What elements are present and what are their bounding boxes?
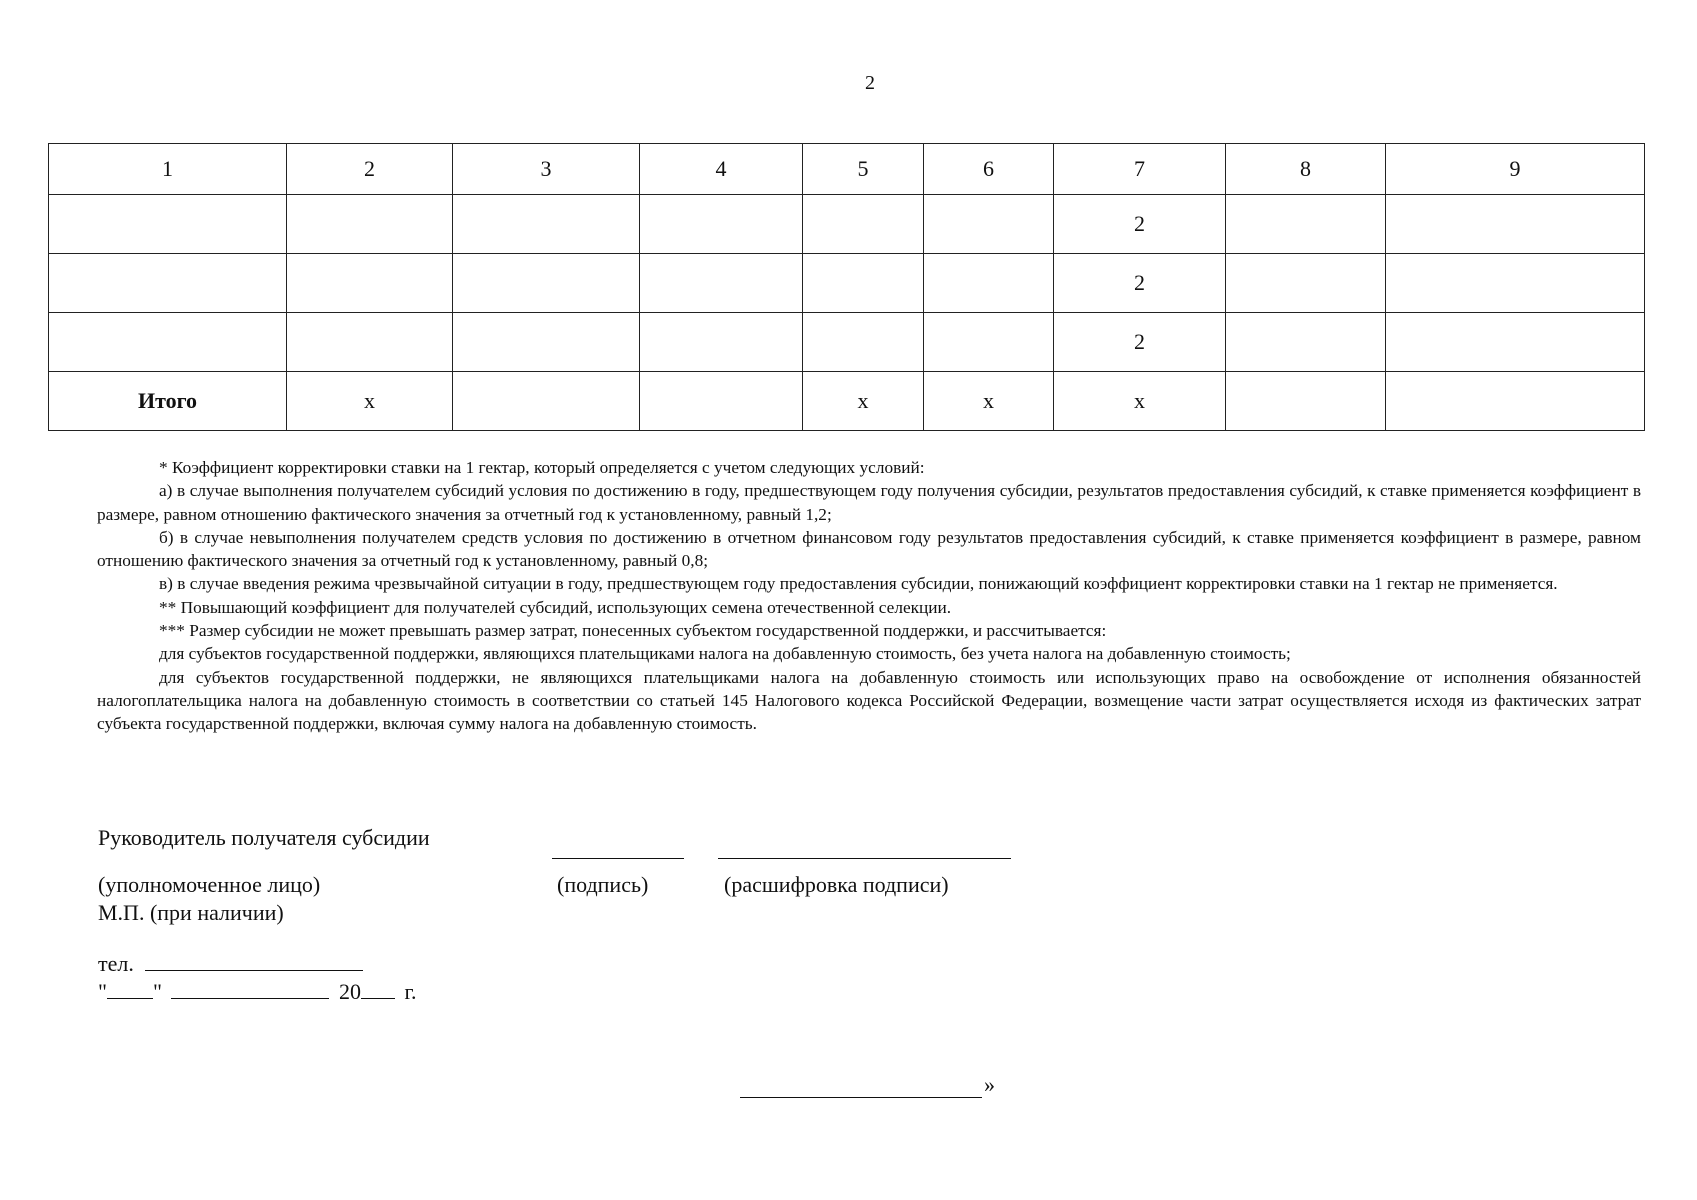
- page-number: 2: [865, 72, 875, 94]
- table-cell: [640, 372, 803, 431]
- table-cell: [453, 195, 640, 254]
- table-cell: х: [287, 372, 453, 431]
- table-cell: [640, 195, 803, 254]
- head-label: Руководитель получателя субсидии: [98, 825, 430, 850]
- table-cell: х: [1054, 372, 1226, 431]
- table-cell: [1386, 313, 1645, 372]
- table-total-row: [49, 372, 1645, 431]
- subsidy-table: [48, 143, 1645, 431]
- table-cell: [640, 313, 803, 372]
- table-cell: [1226, 254, 1386, 313]
- table-cell: 2: [1054, 254, 1226, 313]
- date-row: [98, 978, 417, 1005]
- table-cell: [1386, 372, 1645, 431]
- column-number: 8: [1226, 144, 1386, 195]
- table-cell: х: [924, 372, 1054, 431]
- table-cell: [924, 195, 1054, 254]
- year-line: [361, 978, 395, 999]
- table-cell: [1386, 254, 1645, 313]
- table-cell: [287, 254, 453, 313]
- column-number: 9: [1386, 144, 1645, 195]
- table-cell: [803, 195, 924, 254]
- signature-line: [552, 858, 684, 859]
- table-cell: [924, 313, 1054, 372]
- table-cell: [803, 254, 924, 313]
- signature-caption: (подпись): [557, 872, 649, 897]
- table-cell: [1386, 195, 1645, 254]
- closing-quote: »: [984, 1072, 995, 1097]
- column-number: 7: [1054, 144, 1226, 195]
- table-row: [49, 195, 1645, 254]
- table-cell: [453, 254, 640, 313]
- date-open-quote: ": [98, 979, 107, 1004]
- footnotes: [97, 456, 1641, 736]
- table-cell: [640, 254, 803, 313]
- day-line: [107, 978, 153, 999]
- table-cell: [453, 313, 640, 372]
- table-cell: [1226, 313, 1386, 372]
- footnote-coefficient: * Коэффициент корректировки ставки на 1 гектар, который определяется с учетом следующих условий:: [159, 458, 925, 477]
- table-row: [49, 254, 1645, 313]
- table-cell: 2: [1054, 195, 1226, 254]
- column-number: 6: [924, 144, 1054, 195]
- column-number: 5: [803, 144, 924, 195]
- column-number: 3: [453, 144, 640, 195]
- table-header-row: [49, 144, 1645, 195]
- table-row: [49, 313, 1645, 372]
- month-line: [171, 978, 329, 999]
- footnote-item-c: в) в случае введения режима чрезвычайной ситуации в году, предшествующем году предоставления субсидии, понижающий коэффициент корректировки ставки на 1 гектар не применяется.: [159, 574, 1558, 594]
- phone-line: [145, 950, 363, 971]
- column-number: 2: [287, 144, 453, 195]
- table-cell: [49, 254, 287, 313]
- table-cell: [924, 254, 1054, 313]
- year-prefix: 20: [338, 979, 361, 1004]
- year-suffix: г.: [404, 979, 417, 1004]
- phone-label: тел.: [98, 951, 134, 976]
- table-cell: [1226, 195, 1386, 254]
- total-label: Итого: [49, 372, 287, 431]
- footnote-increasing-coefficient: ** Повышающий коэффициент для получателей субсидий, использующих семена отечественной селекции.: [159, 597, 952, 617]
- closing-line: [740, 1097, 982, 1098]
- date-close-quote: ": [152, 979, 162, 1004]
- table-cell: [803, 313, 924, 372]
- table-cell: [287, 313, 453, 372]
- decryption-caption: (расшифровка подписи): [724, 872, 949, 897]
- table-cell: [1226, 372, 1386, 431]
- table-cell: 2: [1054, 313, 1226, 372]
- footnote-vat-payers: для субъектов государственной поддержки, являющихся плательщиками налога на добавленную стоимость, без учета налога на добавленную стоимость;: [159, 644, 1291, 664]
- column-number: 4: [640, 144, 803, 195]
- footnote-non-vat-payers: для субъектов государственной поддержки, не являющихся плательщиками налога на добавленную стоимость или использующих право на освобождение от исполнения обязанностей налогоплательщика налога на добавленную стоимость в соответствии со статьей 145 Налогового кодекса Российской Федерации, возмещение части затрат осуществляется исходя из фактических затрат субъекта государственной поддержки, включая сумму налога на добавленную стоимость.: [97, 667, 1641, 734]
- table-cell: [49, 313, 287, 372]
- phone-row: [98, 950, 363, 977]
- decryption-line: [718, 858, 1011, 859]
- footnote-item-a: а) в случае выполнения получателем субсидий условия по достижению в году, предшествующем году получения субсидии, результатов предоставления субсидий, к ставке применяется коэффициент в размере, равном отношению фактического значения за отчетный год к установленному, равный 1,2;: [97, 481, 1641, 524]
- column-number: 1: [49, 144, 287, 195]
- table-cell: [287, 195, 453, 254]
- footnote-subsidy-limit: *** Размер субсидии не может превышать размер затрат, понесенных субъектом государственной поддержки, и рассчитывается:: [159, 621, 1107, 641]
- table-cell: [453, 372, 640, 431]
- stamp-label: М.П. (при наличии): [98, 900, 284, 925]
- table-cell: [49, 195, 287, 254]
- authorized-person-label: (уполномоченное лицо): [98, 872, 321, 897]
- footnote-item-b: б) в случае невыполнения получателем средств условия по достижению в отчетном финансовом году результатов предоставления субсидий, к ставке применяется коэффициент в размере, равном отношению фактического значения за отчетный год к установленному, равный 0,8;: [97, 527, 1641, 571]
- table-cell: х: [803, 372, 924, 431]
